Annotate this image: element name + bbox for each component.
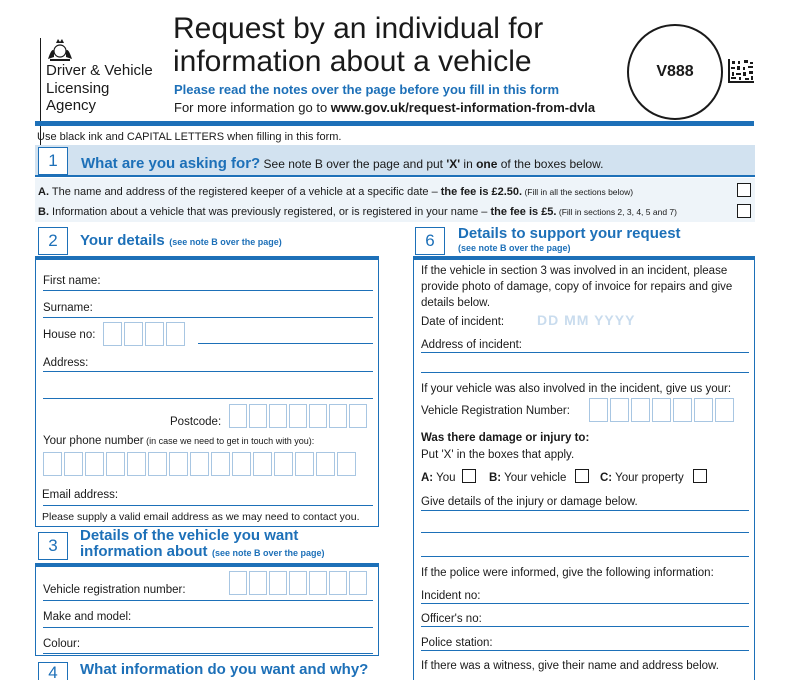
surname-label: Surname: — [43, 302, 93, 314]
option-your-vehicle: B: Your vehicle — [489, 472, 567, 484]
more-info-line: For more information go to www.gov.uk/request-information-from-dvla — [174, 100, 596, 115]
address-of-incident-line-2[interactable] — [421, 372, 749, 373]
postcode-input[interactable] — [229, 404, 369, 428]
vehicle-reg-label: Vehicle registration number: — [43, 584, 186, 596]
section-1-title: What are you asking for? See note B over the page and put 'X' in one of the boxes below. — [81, 155, 604, 172]
option-b-text: B. Information about a vehicle that was previously registered, or is registered in your name – the fee is £5. (Fill in sections 2, 3, 4, 5 and 7) — [38, 206, 677, 218]
officer-no-label: Officer's no: — [421, 613, 482, 625]
you-checkbox[interactable] — [462, 469, 476, 483]
section-1-number: 1 — [38, 147, 68, 175]
also-involved-text: If your vehicle was also involved in the incident, give us your: — [421, 383, 732, 395]
give-details-label: Give details of the injury or damage below. — [421, 496, 638, 508]
form-code-circle — [627, 24, 723, 120]
incident-no-label: Incident no: — [421, 590, 481, 602]
vehicle-reg-input[interactable] — [229, 571, 369, 595]
address-of-incident-label: Address of incident: — [421, 339, 523, 351]
header-rule — [35, 121, 754, 126]
section-3-title: Details of the vehicle you want information about (see note B over the page) — [80, 527, 325, 560]
house-no-input[interactable] — [103, 322, 187, 346]
option-b-checkbox[interactable] — [737, 204, 751, 218]
datamatrix-barcode-icon — [728, 59, 754, 83]
option-a-text: A. The name and address of the registered keeper of a vehicle at a specific date – the fee is £2.50. (Fill in all the sections below) — [38, 186, 634, 198]
address-line-2-input[interactable] — [43, 398, 373, 399]
postcode-label: Postcode: — [170, 416, 222, 428]
make-model-input[interactable] — [43, 627, 373, 628]
option-you: A: You — [421, 472, 456, 484]
first-name-input[interactable] — [43, 290, 373, 291]
form-instruction: Use black ink and CAPITAL LETTERS when filling in this form. — [37, 131, 342, 143]
section-4-title: What information do you want and why? — [80, 661, 369, 678]
damage-details-line-3[interactable] — [421, 556, 749, 557]
agency-name: Driver & Vehicle Licensing Agency — [46, 62, 153, 114]
option-your-property: C: Your property — [600, 472, 684, 484]
make-model-label: Make and model: — [43, 611, 132, 623]
info-link[interactable]: www.gov.uk/request-information-from-dvla — [330, 100, 596, 115]
section-2-title: Your details (see note B over the page) — [80, 232, 282, 249]
damage-question: Was there damage or injury to: — [421, 432, 590, 444]
vehicle-reg-underline — [43, 600, 373, 601]
option-a-checkbox[interactable] — [737, 183, 751, 197]
royal-crest-icon — [44, 37, 76, 63]
email-label: Email address: — [42, 489, 119, 501]
your-vehicle-checkbox[interactable] — [575, 469, 589, 483]
form-code: V888 — [656, 63, 694, 80]
colour-input[interactable] — [43, 653, 373, 654]
put-x-instruction: Put 'X' in the boxes that apply. — [421, 449, 575, 461]
your-property-checkbox[interactable] — [693, 469, 707, 483]
colour-label: Colour: — [43, 638, 81, 650]
address-label: Address: — [43, 357, 89, 369]
police-intro: If the police were informed, give the following information: — [421, 567, 714, 579]
date-of-incident-input[interactable]: DD MM YYYY — [537, 312, 636, 328]
section-4-number: 4 — [38, 662, 68, 680]
vrn-input[interactable] — [589, 398, 736, 422]
officer-no-input[interactable] — [421, 626, 749, 627]
incident-no-input[interactable] — [421, 603, 749, 604]
form-title: Request by an individual for information about a vehicle — [173, 12, 544, 78]
surname-input[interactable] — [43, 317, 373, 318]
date-of-incident-label: Date of incident: — [421, 316, 505, 328]
incident-intro: If the vehicle in section 3 was involved in an incident, please provide photo of damage, copy of invoice for repairs and give details below. — [421, 265, 733, 309]
section-6-number: 6 — [415, 227, 445, 255]
section-3-number: 3 — [38, 532, 68, 560]
phone-input[interactable] — [43, 452, 358, 476]
section-6-title: Details to support your request (see note B over the page) — [458, 225, 681, 253]
section-2-number: 2 — [38, 227, 68, 255]
address-line-1-input[interactable] — [43, 371, 373, 372]
address-of-incident-input[interactable] — [421, 352, 749, 353]
read-notes-line: Please read the notes over the page before you fill in this form — [174, 82, 560, 97]
witness-text: If there was a witness, give their name and address below. — [421, 660, 719, 672]
damage-details-line-2[interactable] — [421, 532, 749, 533]
house-name-input[interactable] — [198, 343, 373, 344]
vrn-label: Vehicle Registration Number: — [421, 405, 570, 417]
email-note: Please supply a valid email address as we may need to contact you. — [42, 511, 360, 523]
damage-details-line-1[interactable] — [421, 510, 749, 511]
section-2-panel — [35, 259, 379, 527]
phone-label: Your phone number (in case we need to get in touch with you): — [43, 435, 315, 447]
police-station-input[interactable] — [421, 650, 749, 651]
house-no-label: House no: — [43, 329, 96, 341]
police-station-label: Police station: — [421, 637, 493, 649]
email-input[interactable] — [43, 505, 373, 506]
first-name-label: First name: — [43, 275, 101, 287]
